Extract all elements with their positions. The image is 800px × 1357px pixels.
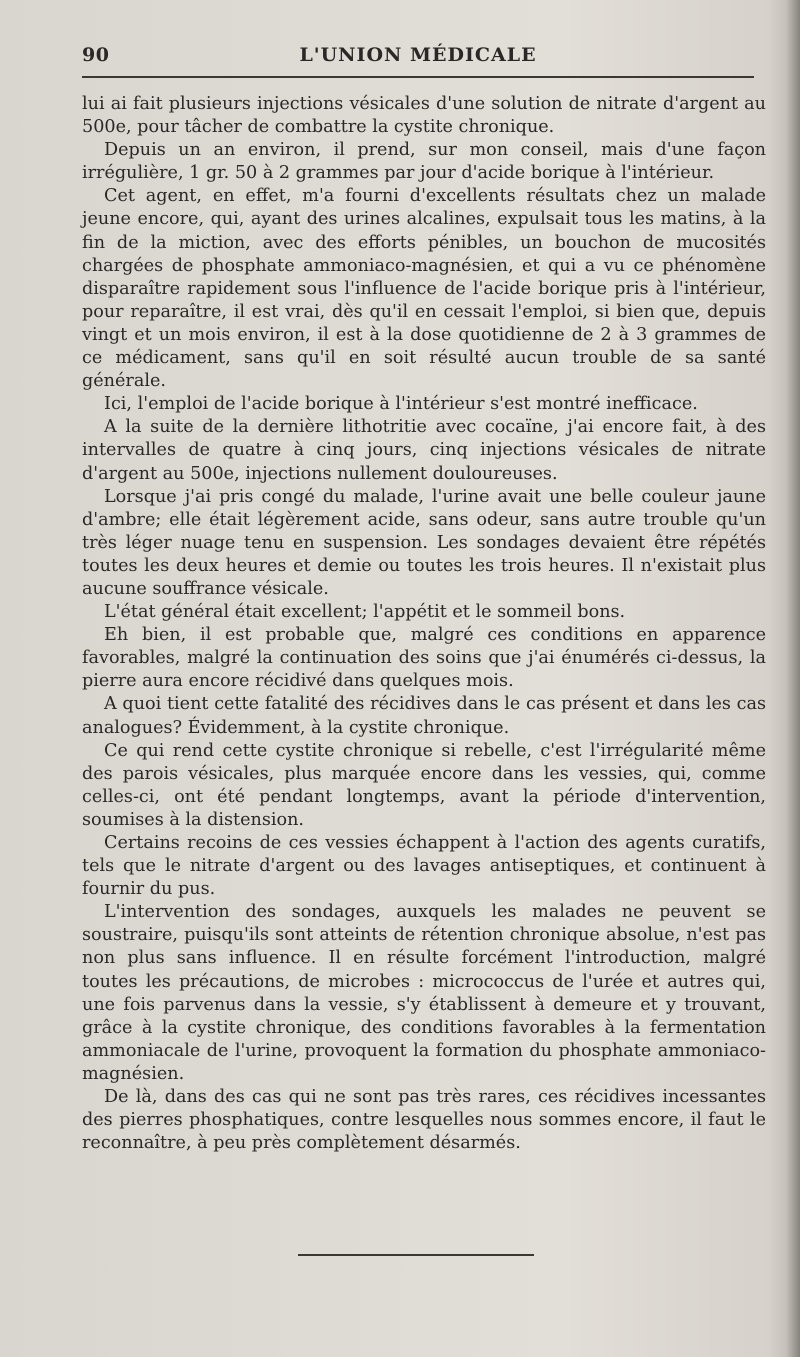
paragraph: De là, dans des cas qui ne sont pas très rares, ces récidives incessantes des pierres phosphatiques, contre lesquelles nous sommes encore, il faut le reconnaître, à peu près complètement désarmés. [82, 1087, 766, 1154]
paragraph: Lorsque j'ai pris congé du malade, l'urine avait une belle couleur jaune d'ambre; elle était légèrement acide, sans odeur, sans autre trouble qu'un très léger nuage tenu en suspension. Les sondages devaient être répétés toutes les deux heures et demie ou toutes les trois heures. Il n'existait plus aucune souffrance vésicale. [82, 486, 766, 599]
running-title: L'UNION MÉDICALE [299, 44, 537, 66]
end-rule [298, 1254, 534, 1256]
header-rule [82, 76, 754, 78]
paragraph: Certains recoins de ces vessies échappent à l'action des agents curatifs, tels que le nitrate d'argent ou des lavages antiseptiques, et continuent à fournir du pus. [82, 833, 766, 900]
paragraph: Ici, l'emploi de l'acide borique à l'intérieur s'est montré inefficace. [104, 394, 698, 415]
paragraph: A quoi tient cette fatalité des récidives dans le cas présent et dans les cas analogues? Évidemment, à la cystite chronique. [82, 694, 766, 738]
article-body [82, 93, 766, 1155]
paragraph: Ce qui rend cette cystite chronique si rebelle, c'est l'irrégularité même des parois vésicales, plus marquée encore dans les vessies, qui, comme celles-ci, ont été pendant longtemps, avant la période d'intervention, soumises à la distension. [82, 740, 766, 830]
paragraph: Depuis un an environ, il prend, sur mon conseil, mais d'une façon irrégulière, 1 gr. 50 à 2 grammes par jour d'acide borique à l'intérieur. [82, 140, 766, 184]
paragraph: lui ai fait plusieurs injections vésicales d'une solution de nitrate d'argent au 500e, pour tâcher de combattre la cystite chronique. [82, 94, 766, 138]
paragraph: L'intervention des sondages, auxquels les malades ne peuvent se soustraire, puisqu'ils sont atteints de rétention chronique absolue, n'est pas non plus sans influence. Il en résulte forcément l'introduction, malgré toutes les précautions, de microbes : micrococcus de l'urée et autres qui, une fois parvenus dans la vessie, s'y établissent à demeure et y trouvant, grâce à la cystite chronique, des conditions favorables à la fermentation ammoniacale de l'urine, provoquent la formation du phosphate ammoniaco-magnésien. [82, 902, 766, 1084]
paragraph: Cet agent, en effet, m'a fourni d'excellents résultats chez un malade jeune encore, qui, ayant des urines alcalines, expulsait tous les matins, à la fin de la miction, avec des efforts pénibles, un bouchon de mucosités chargées de phosphate ammoniaco-magnésien, et qui a vu ce phénomène disparaître rapidement sous l'influence de l'acide borique pris à l'intérieur, pour reparaître, il est vrai, dès qu'il en cessait l'emploi, si bien que, depuis vingt et un mois environ, il est à la dose quotidienne de 2 à 3 grammes de ce médicament, sans qu'il en soit résulté aucun trouble de sa santé générale. [82, 186, 766, 392]
page-number: 90 [82, 44, 110, 66]
paragraph: A la suite de la dernière lithotritie avec cocaïne, j'ai encore fait, à des intervalles de quatre à cinq jours, cinq injections vésicales de nitrate d'argent au 500e, injections nullement douloureuses. [82, 417, 766, 484]
page-header [82, 44, 754, 74]
page-edge-shadow [786, 0, 800, 1357]
paragraph: Eh bien, il est probable que, malgré ces conditions en apparence favorables, malgré la continuation des soins que j'ai énumérés ci-dessus, la pierre aura encore récidivé dans quelques mois. [82, 625, 766, 692]
paragraph: L'état général était excellent; l'appétit et le sommeil bons. [104, 602, 626, 623]
